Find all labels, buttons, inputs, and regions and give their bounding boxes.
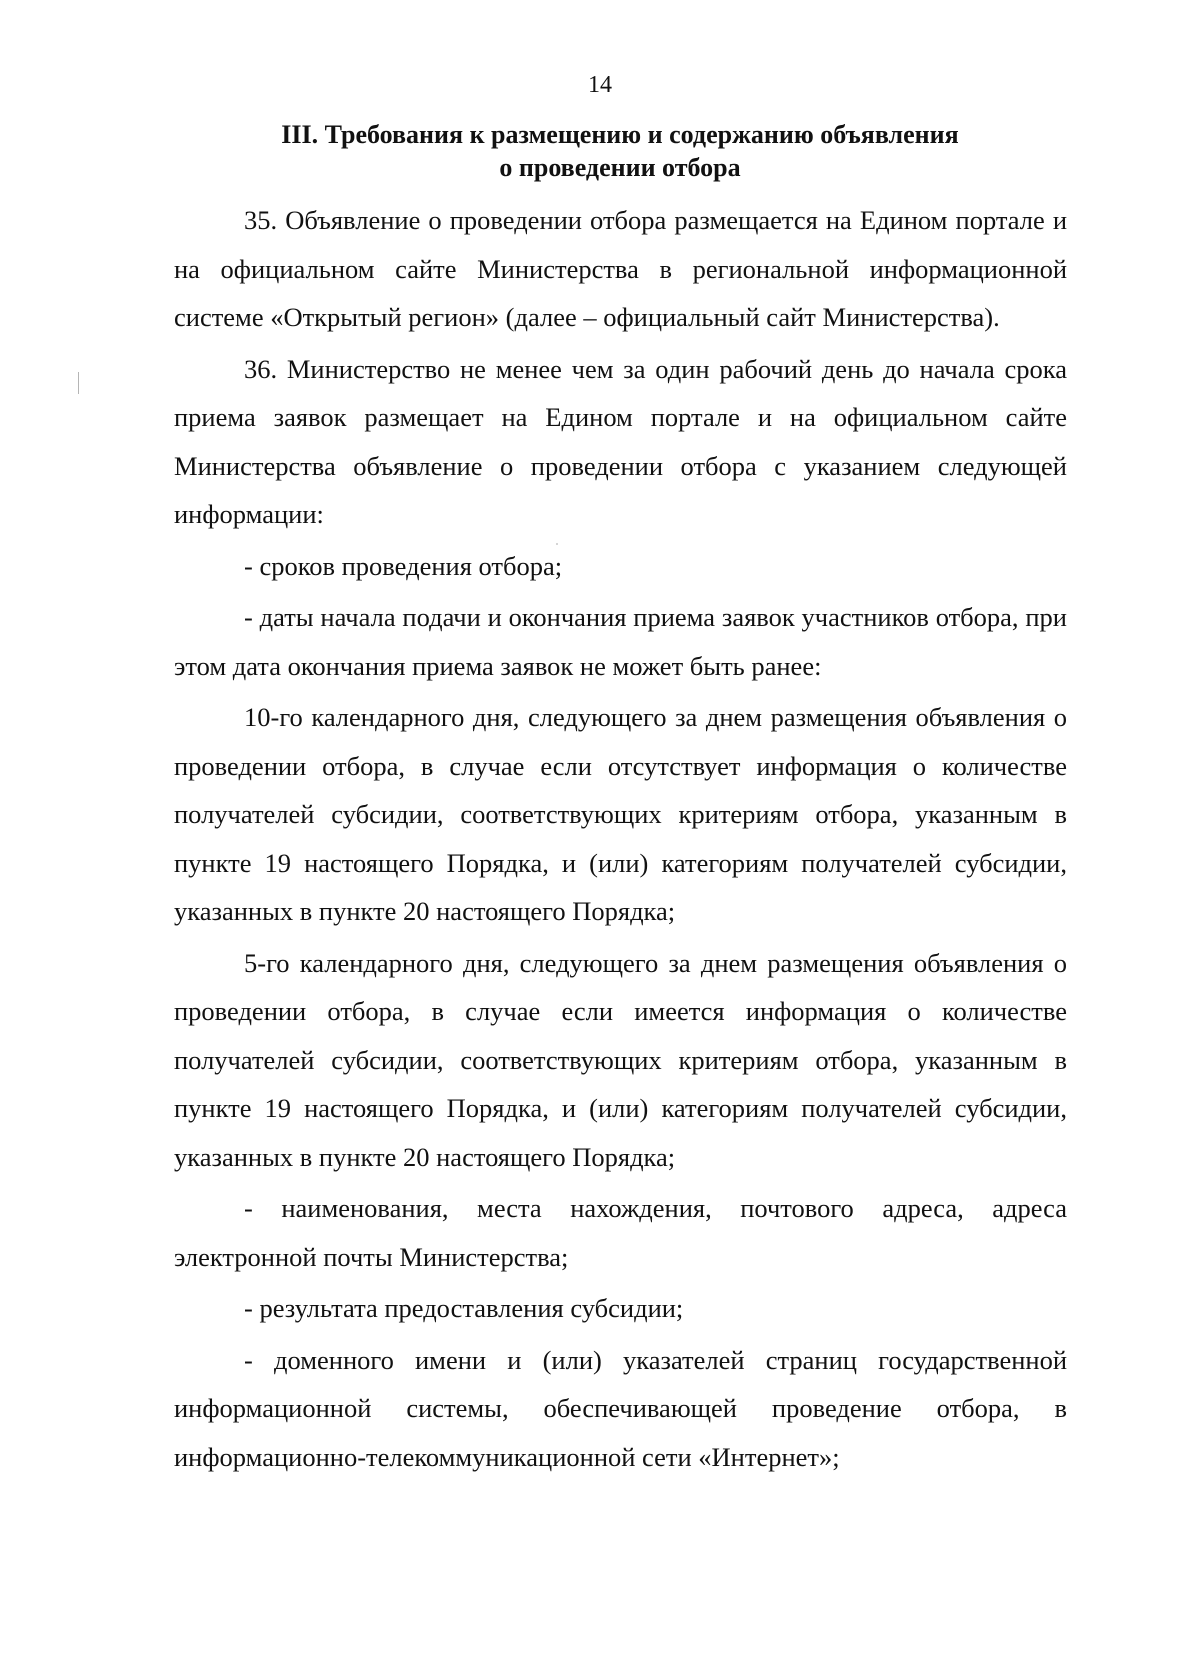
section-heading-line-1: III. Требования к размещению и содержанию объявления <box>281 120 959 149</box>
list-item-ministry-contacts: - наименования, места нахождения, почтового адреса, адреса электронной почты Министерства; <box>174 1193 1067 1272</box>
section-heading <box>172 118 1068 184</box>
list-item-domain-name: - доменного имени и (или) указателей страниц государственной информационной системы, обеспечивающей проведение отбора, в информационно-телекоммуникационной сети «Интернет»; <box>174 1344 1067 1472</box>
page-number: 14 <box>588 72 612 98</box>
section-heading-line-2: о проведении отбора <box>499 153 741 182</box>
paragraph-36: 36. Министерство не менее чем за один рабочий день до начала срока приема заявок размещает на Едином портале и на официальном сайте Министерства объявление о проведении отбора с указанием следующей информации: <box>174 353 1067 529</box>
paragraph-10th-day: 10-го календарного дня, следующего за днем размещения объявления о проведении отбора, в случае если отсутствует информация о количестве получателей субсидии, соответствующих критериям отбора, указанным в пункте 19 настоящего Порядка, и (или) категориям получателей субсидии, указанных в пункте 20 настоящего Порядка; <box>174 702 1067 926</box>
list-item-selection-terms: - сроков проведения отбора; <box>244 550 563 581</box>
paragraph-35: 35. Объявление о проведении отбора размещается на Едином портале и на официальном сайте Министерства в региональной информационной системе «Открытый регион» (далее – официальный сайт Министерства). <box>174 205 1067 332</box>
list-item-application-dates: - даты начала подачи и окончания приема заявок участников отбора, при этом дата окончания приема заявок не может быть ранее: <box>174 602 1067 681</box>
paragraph-5th-day: 5-го календарного дня, следующего за днем размещения объявления о проведении отбора, в случае если имеется информация о количестве получателей субсидии, соответствующих критериям отбора, указанным в пункте 19 настоящего Порядка, и (или) категориям получателей субсидии, указанных в пункте 20 настоящего Порядка; <box>174 947 1067 1172</box>
scan-margin-mark <box>78 372 79 394</box>
document-body <box>174 196 1067 1484</box>
list-item-subsidy-result: - результата предоставления субсидии; <box>244 1293 684 1323</box>
